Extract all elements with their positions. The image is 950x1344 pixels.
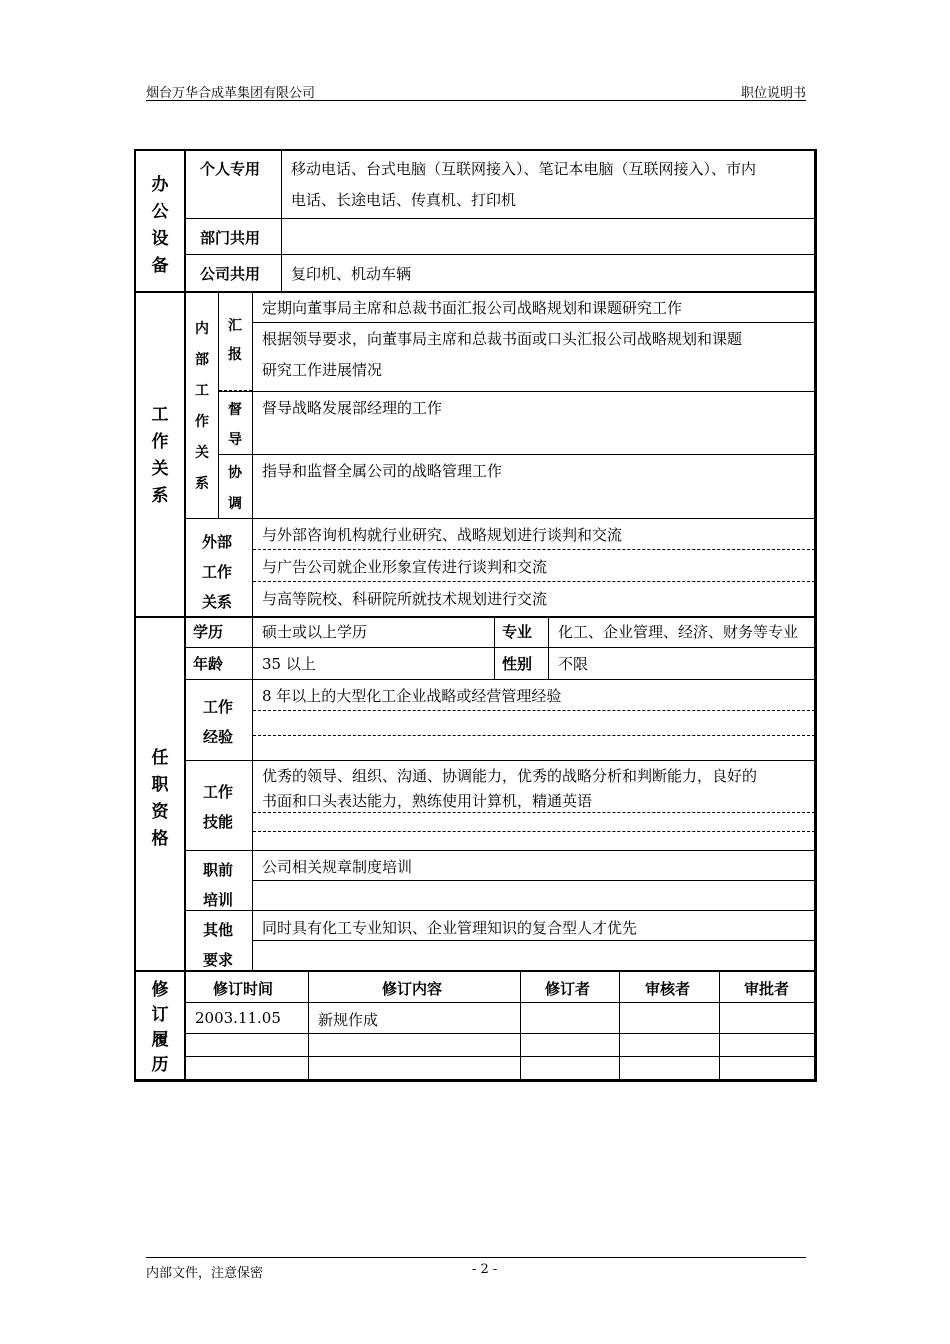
- confidential-notice: 内部文件，注意保密: [146, 1266, 264, 1281]
- internal-relations-label: 内 部 工 作 关 系: [195, 321, 209, 492]
- age-label: 年龄: [193, 655, 224, 673]
- supervise-item-1: 督导战略发展部经理的工作: [262, 399, 443, 417]
- revision-header-date: 修订时间: [213, 980, 274, 998]
- revision-header-reviser: 修订者: [545, 980, 591, 998]
- education-value: 硕士或以上学历: [262, 623, 368, 641]
- company-use-value: 复印机、机动车辆: [291, 265, 412, 283]
- major-label: 专业: [502, 623, 533, 641]
- external-item-1: 与外部咨询机构就行业研究、战略规划进行谈判和交流: [262, 526, 623, 544]
- revision-header-approver: 审批者: [744, 980, 790, 998]
- external-item-2: 与广告公司就企业形象宣传进行谈判和交流: [262, 558, 548, 576]
- coordinate-label: 协 调: [228, 465, 242, 512]
- report-label: 汇 报: [228, 318, 242, 363]
- section-office-equipment: 办 公 设 备: [151, 175, 169, 276]
- revision-row-content: 新规作成: [318, 1011, 379, 1029]
- age-value: 35 以上: [262, 655, 316, 673]
- major-value: 化工、企业管理、经济、财务等专业: [558, 623, 799, 641]
- document-type: 职位说明书: [740, 86, 806, 101]
- section-work-relations: 工 作 关 系: [151, 405, 169, 506]
- company-use-label: 公司共用: [200, 265, 261, 283]
- personal-use-label: 个人专用: [200, 160, 261, 178]
- supervise-label: 督 导: [228, 402, 242, 448]
- external-item-3: 与高等院校、科研院所就技术规划进行交流: [262, 590, 548, 608]
- training-label: 职前 培训: [203, 861, 234, 909]
- gender-label: 性别: [502, 655, 533, 673]
- skills-line1: 优秀的领导、组织、沟通、协调能力，优秀的战略分析和判断能力，良好的: [262, 767, 758, 785]
- revision-row-date: 2003.11.05: [195, 1009, 281, 1027]
- gender-value: 不限: [558, 655, 589, 673]
- other-requirements-label: 其他 要求: [203, 921, 234, 969]
- section-qualifications: 任 职 资 格: [151, 748, 169, 849]
- section-revision-history: 修 订 履 历: [151, 980, 169, 1075]
- skills-line2: 书面和口头表达能力，熟练使用计算机，精通英语: [262, 792, 593, 810]
- company-name: 烟台万华合成革集团有限公司: [146, 86, 316, 101]
- skills-label: 工作 技能: [203, 783, 234, 831]
- education-label: 学历: [193, 623, 224, 641]
- experience-value: 8 年以上的大型化工企业战略或经营管理经验: [262, 687, 562, 705]
- other-requirements-value: 同时具有化工专业知识、企业管理知识的复合型人才优先: [262, 919, 638, 937]
- department-use-label: 部门共用: [200, 229, 261, 247]
- report-item-1: 定期向董事局主席和总裁书面汇报公司战略规划和课题研究工作: [262, 299, 683, 317]
- coordinate-item-1: 指导和监督全属公司的战略管理工作: [262, 462, 503, 480]
- revision-header-content: 修订内容: [382, 980, 443, 998]
- personal-use-line2: 电话、长途电话、传真机、打印机: [291, 191, 517, 209]
- revision-header-checker: 审核者: [645, 980, 691, 998]
- external-relations-label: 外部 工作 关系: [202, 533, 233, 611]
- report-item-2a: 根据领导要求，向董事局主席和总裁书面或口头汇报公司战略规划和课题: [262, 330, 743, 348]
- page-footer: [146, 1257, 806, 1280]
- page-header: [146, 82, 806, 101]
- page-number: - 2 -: [472, 1262, 498, 1277]
- training-value: 公司相关规章制度培训: [262, 858, 413, 876]
- personal-use-line1: 移动电话、台式电脑（互联网接入）、笔记本电脑（互联网接入）、市内: [291, 160, 757, 178]
- report-item-2b: 研究工作进展情况: [262, 361, 383, 379]
- experience-label: 工作 经验: [203, 698, 234, 746]
